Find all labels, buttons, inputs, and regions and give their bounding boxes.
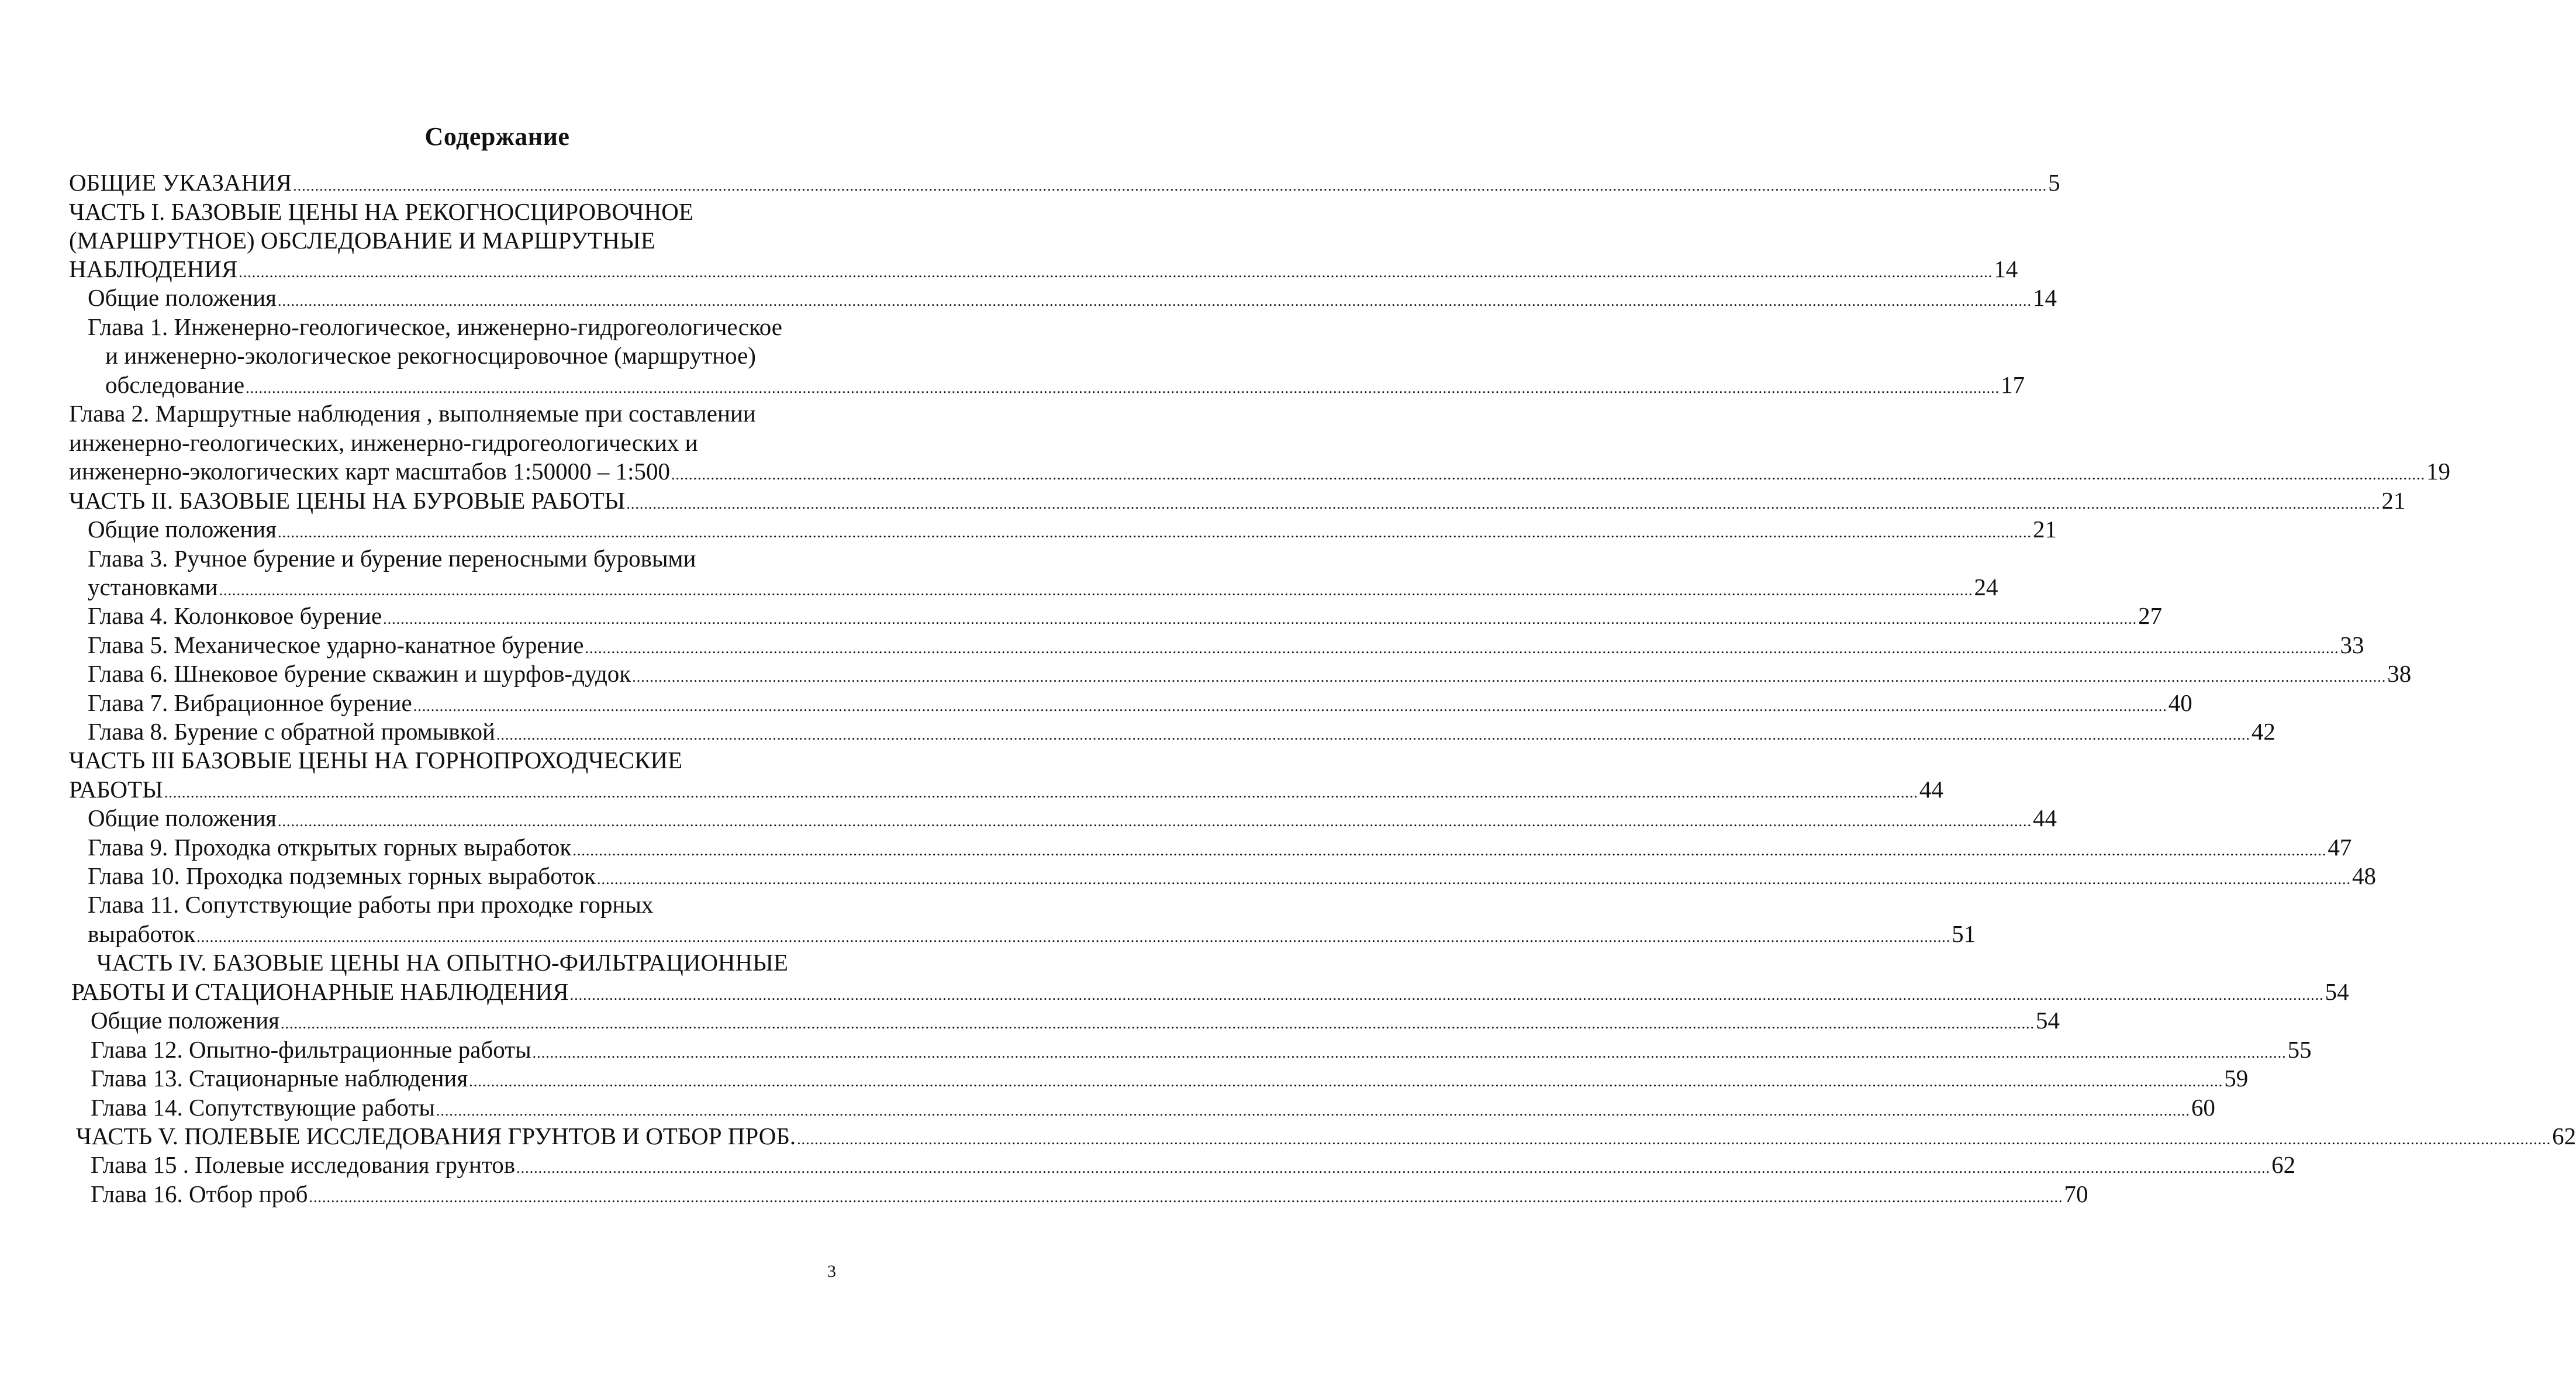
- toc-entry: [91, 1180, 2088, 1211]
- toc-entry-title: ЧАСТЬ II. БАЗОВЫЕ ЦЕНЫ НА БУРОВЫЕ РАБОТЫ: [69, 487, 626, 514]
- toc-entry: [88, 631, 2364, 662]
- toc-dot-leader: ................................................................................................................................................................................................................................................................................................................................................................................................................: [626, 495, 2381, 512]
- toc-entry: [91, 1093, 2215, 1125]
- toc-dot-leader: ................................................................................................................................................................................................................................................................................................................................................................................................................: [278, 813, 2032, 830]
- toc-entry-page: 5: [2048, 169, 2060, 196]
- toc-entry-page: 60: [2191, 1094, 2215, 1121]
- toc-entry-title: ОБЩИЕ УКАЗАНИЯ: [69, 169, 292, 196]
- toc-entry-page: 62: [2271, 1151, 2296, 1178]
- toc-entry: [71, 978, 2349, 1009]
- toc-entry: [69, 746, 830, 774]
- toc-entry-title: НАБЛЮДЕНИЯ: [69, 256, 238, 282]
- toc-entry-title: ЧАСТЬ III БАЗОВЫЕ ЦЕНЫ НА ГОРНОПРОХОДЧЕСКИЕ: [69, 747, 683, 774]
- toc-entry-page: 55: [2287, 1036, 2312, 1063]
- page-title: Содержание: [424, 122, 570, 151]
- toc-entry-page: 21: [2033, 516, 2057, 543]
- toc-entry: [88, 544, 830, 572]
- toc-dot-leader: ................................................................................................................................................................................................................................................................................................................................................................................................................: [413, 698, 2167, 714]
- toc-entry: [69, 429, 826, 457]
- toc-entry: [88, 920, 1976, 951]
- toc-entry-title: Глава 7. Вибрационное бурение: [88, 689, 412, 716]
- toc-entry-title: Общие положения: [88, 284, 277, 311]
- toc-entry: [88, 313, 826, 341]
- toc-dot-leader: ................................................................................................................................................................................................................................................................................................................................................................................................................: [164, 784, 1918, 801]
- toc-entry-title: Глава 4. Колонковое бурение: [88, 602, 382, 629]
- toc-entry: [88, 717, 2275, 749]
- toc-entry: [91, 1035, 2312, 1067]
- toc-dot-leader: ................................................................................................................................................................................................................................................................................................................................................................................................................: [281, 1015, 2035, 1032]
- toc-dot-leader: ................................................................................................................................................................................................................................................................................................................................................................................................................: [469, 1073, 2223, 1090]
- toc-entry-title: Глава 15 . Полевые исследования грунтов: [91, 1151, 516, 1178]
- toc-entry-title: Глава 8. Бурение с обратной промывкой: [88, 718, 495, 745]
- toc-entry: [69, 255, 2018, 286]
- toc-entry-title: обследование: [105, 371, 245, 398]
- toc-dot-leader: ................................................................................................................................................................................................................................................................................................................................................................................................................: [671, 466, 2425, 483]
- toc-entry: [69, 399, 826, 427]
- toc-entry: [88, 515, 2057, 547]
- toc-entry-title: (МАРШРУТНОЕ) ОБСЛЕДОВАНИЕ И МАРШРУТНЫЕ: [69, 227, 655, 254]
- toc-entry-page: 48: [2351, 862, 2376, 889]
- toc-dot-leader: ................................................................................................................................................................................................................................................................................................................................................................................................................: [278, 524, 2032, 541]
- toc-entry-title: Глава 3. Ручное бурение и бурение переносными буровыми: [88, 545, 696, 572]
- toc-entry-title: Глава 1. Инженерно-геологическое, инженерно-гидрогеологическое: [88, 313, 782, 340]
- toc-entry-title: Глава 11. Сопутствующие работы при проходке горных: [88, 891, 654, 918]
- toc-dot-leader: ................................................................................................................................................................................................................................................................................................................................................................................................................: [278, 292, 2032, 309]
- page-number: 3: [827, 1262, 836, 1281]
- toc-entry-title: Глава 2. Маршрутные наблюдения , выполняемые при составлении: [69, 400, 756, 427]
- toc-entry-page: 17: [2001, 371, 2025, 398]
- toc-entry-page: 33: [2340, 631, 2364, 658]
- toc-entry: [76, 1122, 2576, 1154]
- toc-entry-title: Глава 6. Шнековое бурение скважин и шурфов-дудок: [88, 660, 631, 687]
- toc-entry-title: Глава 14. Сопутствующие работы: [91, 1094, 435, 1121]
- toc-entry-title: ЧАСТЬ I. БАЗОВЫЕ ЦЕНЫ НА РЕКОГНОСЦИРОВОЧНОЕ: [69, 198, 693, 225]
- toc-entry-page: 47: [2328, 834, 2352, 861]
- toc-entry: [91, 1006, 2060, 1038]
- toc-entry: [91, 1151, 2296, 1182]
- toc-dot-leader: ................................................................................................................................................................................................................................................................................................................................................................................................................: [585, 640, 2339, 657]
- toc-entry: [88, 689, 2192, 720]
- toc-entry: [88, 833, 2352, 865]
- toc-entry-title: Глава 16. Отбор проб: [91, 1180, 308, 1207]
- toc-entry-title: РАБОТЫ: [69, 776, 163, 803]
- toc-dot-leader: ................................................................................................................................................................................................................................................................................................................................................................................................................: [632, 668, 2387, 685]
- toc-entry: [69, 457, 2450, 489]
- toc-entry-page: 54: [2325, 978, 2349, 1005]
- toc-entry-title: инженерно-экологических карт масштабов 1:50000 – 1:500: [69, 458, 670, 485]
- toc-dot-leader: ................................................................................................................................................................................................................................................................................................................................................................................................................: [436, 1102, 2190, 1119]
- toc-entry-page: 59: [2224, 1065, 2249, 1092]
- toc-entry-title: Общие положения: [88, 516, 277, 543]
- toc-entry-title: ЧАСТЬ IV. БАЗОВЫЕ ЦЕНЫ НА ОПЫТНО-ФИЛЬТРАЦИОННЫЕ: [96, 949, 788, 976]
- toc-dot-leader: ................................................................................................................................................................................................................................................................................................................................................................................................................: [569, 986, 2324, 1003]
- toc-entry-title: Глава 10. Проходка подземных горных выработок: [88, 862, 596, 889]
- toc-entry-page: 24: [1974, 574, 1998, 600]
- toc-entry-title: Общие положения: [91, 1007, 279, 1034]
- toc-entry-title: инженерно-геологических, инженерно-гидрогеологических и: [69, 429, 698, 456]
- toc-dot-leader: ................................................................................................................................................................................................................................................................................................................................................................................................................: [309, 1189, 2063, 1206]
- toc-entry-page: 62: [2552, 1123, 2576, 1149]
- toc-entry: [88, 573, 1998, 605]
- toc-entry-page: 21: [2381, 487, 2406, 514]
- toc-entry-title: выработок: [88, 920, 196, 947]
- toc-entry: [88, 284, 2057, 315]
- toc-dot-leader: ................................................................................................................................................................................................................................................................................................................................................................................................................: [572, 842, 2327, 859]
- toc-entry-page: 19: [2426, 458, 2450, 485]
- toc-entry-page: 27: [2138, 602, 2163, 629]
- toc-entry: [88, 602, 2163, 633]
- toc-entry: [105, 371, 2025, 402]
- toc-dot-leader: ................................................................................................................................................................................................................................................................................................................................................................................................................: [196, 928, 1951, 945]
- toc-entry: [88, 862, 2376, 893]
- toc-entry: [69, 198, 826, 226]
- toc-entry: [88, 804, 2057, 835]
- toc-entry-page: 40: [2168, 689, 2192, 716]
- toc-entry-page: 14: [2033, 284, 2057, 311]
- toc-entry-title: Глава 13. Стационарные наблюдения: [91, 1065, 468, 1092]
- toc-dot-leader: ................................................................................................................................................................................................................................................................................................................................................................................................................: [516, 1159, 2271, 1176]
- toc-entry-page: 44: [2033, 805, 2057, 831]
- toc-entry: [96, 948, 830, 976]
- toc-entry-title: установками: [88, 574, 218, 600]
- toc-entry: [91, 1064, 2249, 1096]
- toc-dot-leader: ................................................................................................................................................................................................................................................................................................................................................................................................................: [496, 726, 2250, 743]
- toc-dot-leader: ................................................................................................................................................................................................................................................................................................................................................................................................................: [532, 1044, 2287, 1061]
- toc-entry: [69, 168, 2060, 200]
- toc-dot-leader: ................................................................................................................................................................................................................................................................................................................................................................................................................: [293, 177, 2047, 194]
- toc-entry-page: 14: [1994, 256, 2018, 282]
- toc-entry-title: РАБОТЫ И СТАЦИОНАРНЫЕ НАБЛЮДЕНИЯ: [71, 978, 569, 1005]
- toc-entry-title: Общие положения: [88, 805, 277, 831]
- toc-entry-title: и инженерно-экологическое рекогносцировочное (маршрутное): [105, 342, 756, 369]
- toc-dot-leader: ................................................................................................................................................................................................................................................................................................................................................................................................................: [797, 1131, 2551, 1148]
- toc-entry: [69, 226, 826, 254]
- toc-entry-page: 38: [2387, 660, 2412, 687]
- toc-entry: [88, 890, 830, 919]
- toc-entry: [88, 660, 2412, 691]
- toc-entry-page: 70: [2064, 1180, 2088, 1207]
- toc-entry: [69, 486, 2406, 518]
- toc-dot-leader: ................................................................................................................................................................................................................................................................................................................................................................................................................: [383, 610, 2138, 627]
- toc-entry-page: 44: [1919, 776, 1943, 803]
- toc-entry-title: ЧАСТЬ V. ПОЛЕВЫЕ ИССЛЕДОВАНИЯ ГРУНТОВ И ОТБОР ПРОБ.: [76, 1123, 796, 1149]
- toc-entry-page: 42: [2251, 718, 2275, 745]
- toc-dot-leader: ................................................................................................................................................................................................................................................................................................................................................................................................................: [219, 582, 1973, 599]
- toc-entry: [105, 341, 826, 370]
- toc-dot-leader: ................................................................................................................................................................................................................................................................................................................................................................................................................: [239, 264, 1993, 281]
- toc-entry-page: 54: [2036, 1007, 2060, 1034]
- toc-entry-page: 51: [1952, 920, 1976, 947]
- toc-dot-leader: ................................................................................................................................................................................................................................................................................................................................................................................................................: [596, 871, 2351, 888]
- toc-entry-title: Глава 5. Механическое ударно-канатное бурение: [88, 631, 584, 658]
- toc-entry: [69, 775, 1943, 807]
- toc-entry-title: Глава 9. Проходка открытых горных выработок: [88, 834, 572, 861]
- toc-entry-title: Глава 12. Опытно-фильтрационные работы: [91, 1036, 531, 1063]
- toc-dot-leader: ................................................................................................................................................................................................................................................................................................................................................................................................................: [246, 379, 2000, 396]
